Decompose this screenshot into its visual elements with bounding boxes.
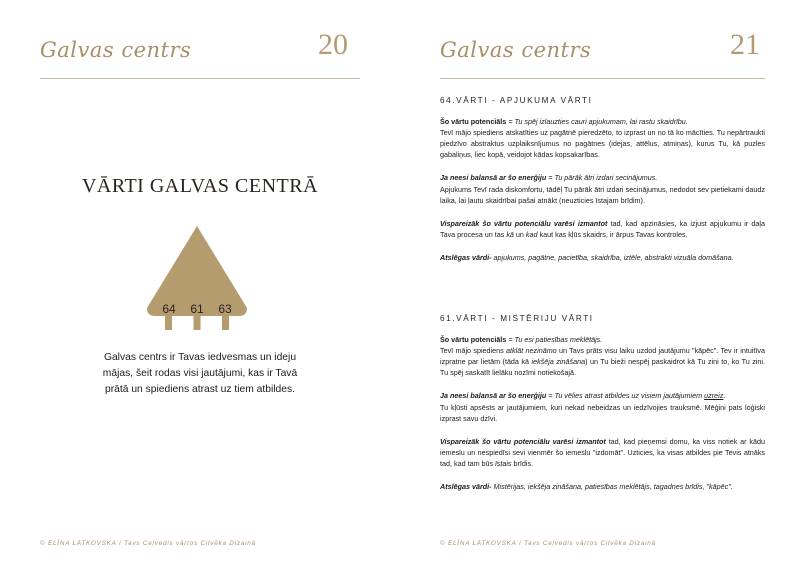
gate-label-63: 63: [218, 302, 232, 316]
header-divider: [440, 78, 765, 79]
gate-label-64: 64: [162, 302, 176, 316]
potential-label: Šo vārtu potenciāls: [440, 335, 507, 345]
header-divider: [40, 78, 360, 79]
keywords-label: Atslēgas vārdi-: [440, 252, 492, 262]
best-use-text: un: [513, 229, 526, 239]
best-use-text: tad, kad pieņemsi domu, ka viss notiek ar kādu iemeslu un nespiedīsi sevi vienmēr šo iemeslu "izdomāt". Uzticies, ka visas atbildes pie Tevis atnāks tad, kad tam būs: [440, 436, 765, 468]
page-footer: © ELĪNA LATKOVSKA / Tavs Ceļvedis vārtos Cilvēka Dizainā: [40, 540, 256, 547]
page-footer: © ELĪNA LATKOVSKA / Tavs Ceļvedis vārtos Cilvēka Dizainā: [440, 540, 656, 547]
potential-body-italic: iekšēja zināšana: [531, 357, 586, 367]
gate-64-potential: [440, 116, 765, 160]
page-header: Galvas centrs: [40, 38, 192, 62]
gate-64-title: 64.VĀRTI - APJUKUMA VĀRTI: [440, 96, 593, 105]
potential-body: Tevī mājo spiediens atskatīties uz pagātnē pieredzēto, to izprast un no tā ko mācīties. Tu nepārtraukti piedzīvo abstraktus uzplaiksnījumus no pagātnes (idejas, attēlus, atmiņas), kurus Tu, kā puzles gabaliņus, liec kopā, veidojot kādas kopsakarības.: [440, 128, 765, 160]
keywords-text: Mistērijas, iekšēja zināšana, patiesības meklētājs, tagadnes brīdis, "kāpēc".: [493, 482, 733, 492]
keywords-text: apjukums, pagātne, pacietība, skaidrība, iztēle, abstrakti vizuāla domāšana.: [493, 252, 734, 262]
intro-paragraph: Galvas centrs ir Tavas iedvesmas un ideju mājas, šeit rodas visi jautājumi, kas ir Tavā prātā un spiediens atrast uz tiem atbildes.: [102, 352, 298, 395]
page-header: Galvas centrs: [440, 38, 592, 62]
potential-text: = Tu esi patiesības meklētājs.: [508, 335, 603, 345]
potential-body: Tevī mājo spiediens: [440, 346, 507, 356]
gate-61-imbalance: [440, 390, 765, 423]
best-use-italic: īstais: [495, 458, 512, 468]
best-use-text: brīdis.: [511, 458, 534, 468]
imbalance-text: = Tu pārāk ātri izdari secinājumus.: [548, 173, 658, 183]
imbalance-body: Tu kļūsti apsēsts ar jautājumiem, kuri nekad nebeidzas un iedzīvojies trauksmē. Mēģini pats loģiski izprast savu dzīvi.: [440, 402, 765, 423]
best-use-label: Vispareizāk šo vārtu potenciālu varēsi izmantot: [440, 436, 606, 446]
potential-label: Šo vārtu potenciāls: [440, 117, 507, 127]
right-page: [400, 0, 800, 566]
head-center-diagram: [145, 224, 249, 334]
potential-body-italic: atklāt nezināmo: [506, 346, 557, 356]
gate-64-keywords: [440, 252, 765, 263]
best-use-text: kaut kas kļūs skaidrs, ir ārpus Tavas kontroles.: [537, 229, 688, 239]
gate-stem-63: [222, 316, 229, 330]
best-use-text: tad, kad apzināsies, ka izjust apjukumu ir daļa Tava procesa un tas: [440, 218, 765, 239]
imbalance-text-underlined: uzreiz: [704, 391, 724, 401]
gate-64-imbalance: [440, 172, 765, 205]
gate-stem-61: [194, 316, 201, 330]
imbalance-text: = Tu vēlies atrast atbildes uz visiem jautājumiem: [548, 391, 705, 401]
gate-stem-64: [165, 316, 172, 330]
imbalance-text: .: [723, 391, 726, 401]
best-use-label: Vispareizāk šo vārtu potenciālu varēsi izmantot: [440, 218, 608, 228]
best-use-italic: kā: [506, 229, 514, 239]
gate-61-section: [440, 313, 765, 504]
page-number: 21: [730, 28, 760, 61]
potential-body: un Tavs prāts visu laiku uzdod jautājumu "kāpēc". Tev ir intuitīva izpratne par lietām (tāda kā: [440, 346, 766, 367]
imbalance-label: Ja neesi balansā ar šo enerģiju: [440, 391, 547, 401]
gate-label-61: 61: [190, 302, 204, 316]
keywords-label: Atslēgas vārdi-: [440, 482, 492, 492]
gate-61-potential: [440, 334, 765, 378]
gate-64-section: [440, 95, 765, 275]
gate-61-keywords: [440, 481, 765, 492]
potential-text: = Tu spēj izlauzties cauri apjukumam, lai rastu skaidrību.: [508, 117, 688, 127]
potential-body: ) un Tu bieži nespēj paskaidrot kā Tu zini to, ko Tu zini. Tu spēj saskatīt lielāku nozīmi notiekošajā.: [440, 357, 765, 378]
best-use-italic: kad: [525, 229, 538, 239]
imbalance-label: Ja neesi balansā ar šo enerģiju: [440, 173, 547, 183]
gate-61-title: 61.VĀRTI - MISTĒRIJU VĀRTI: [440, 314, 594, 323]
gate-61-best-use: [440, 436, 765, 469]
page-title: VĀRTI GALVAS CENTRĀ: [81, 175, 319, 197]
page-number: 20: [318, 28, 348, 61]
imbalance-body: Apjukums Tevī rada diskomfortu, tādēļ Tu pārāk ātri izdari secinājumus, nedodot sev pietiekami daudz laika, lai ļautu skaidrībai pašai atnākt (neuzticies īstajam brīdim).: [440, 184, 765, 205]
gate-64-best-use: [440, 218, 765, 240]
